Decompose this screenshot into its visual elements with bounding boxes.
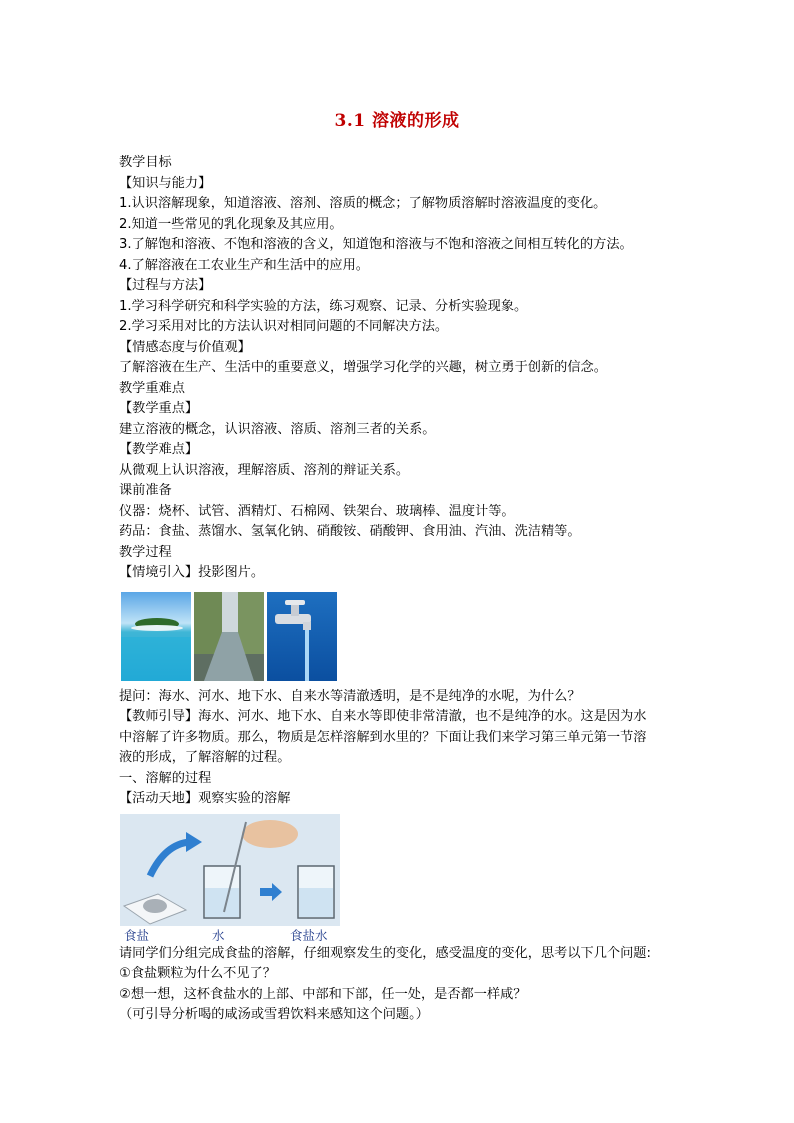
text-line: 3.了解饱和溶液、不饱和溶液的含义，知道饱和溶液与不饱和溶液之间相互转化的方法。 (119, 237, 633, 252)
text-line: 建立溶液的概念，认识溶液、溶质、溶剂三者的关系。 (119, 421, 436, 437)
dissolving-diagram (120, 814, 340, 942)
text-line: （可引导分析喝的咸汤或雪碧饮料来感知这个问题。） (119, 1007, 429, 1022)
text-line: 2.知道一些常见的乳化现象及其应用。 (119, 216, 343, 232)
text-line: 1.认识溶解现象，知道溶液、溶剂、溶质的概念；了解物质溶解时溶液温度的变化。 (119, 196, 607, 211)
sea-island-photo (121, 592, 191, 681)
text-line: 4.了解溶液在工农业生产和生活中的应用。 (119, 257, 369, 273)
text-line: 【教师引导】海水、河水、地下水、自来水等即使非常清澈，也不是纯净的水。这是因为水 (119, 709, 647, 724)
section-intro-discussion (119, 687, 679, 810)
text-line: 2.学习采用对比的方法认识对相同问题的不同解决方法。 (119, 319, 449, 334)
text-line: 【情境引入】投影图片。 (119, 565, 265, 580)
text-line: 教学过程 (119, 544, 172, 560)
label-salt: 食盐 (124, 927, 150, 943)
text-line: 教学目标 (119, 155, 172, 170)
faucet-photo (267, 592, 337, 681)
text-line: 从微观上认识溶液，理解溶质、溶剂的辩证关系。 (119, 462, 410, 478)
text-line: 【活动天地】观察实验的溶解 (119, 791, 291, 806)
text-line: 【知识与能力】 (119, 175, 212, 191)
text-line: 一、溶解的过程 (119, 770, 212, 786)
text-line: 课前准备 (119, 483, 172, 498)
text-line: 【教学难点】 (119, 442, 199, 457)
text-line: ①食盐颗粒为什么不见了？ (119, 966, 276, 981)
text-line: 1.学习科学研究和科学实验的方法，练习观察、记录、分析实验现象。 (119, 298, 528, 314)
text-line: 了解溶液在生产、生活中的重要意义，增强学习化学的兴趣，树立勇于创新的信念。 (119, 360, 607, 375)
text-line: 中溶解了许多物质。那么，物质是怎样溶解到水里的？下面让我们来学习第三单元第一节溶 (119, 729, 647, 745)
text-line: 【情感态度与价值观】 (119, 339, 251, 355)
section-questions (119, 944, 679, 1026)
photo-strip (121, 592, 679, 681)
label-salt-water: 食盐水 (290, 927, 328, 943)
text-line: 提问：海水、河水、地下水、自来水等清澈透明，是不是纯净的水呢，为什么？ (119, 688, 581, 704)
document-body (119, 153, 679, 1026)
text-line: 液的形成，了解溶解的过程。 (119, 750, 291, 765)
text-line: ②想一想，这杯食盐水的上部、中部和下部，任一处，是否都一样咸？ (119, 986, 527, 1002)
text-line: 【教学重点】 (119, 401, 199, 416)
label-water: 水 (212, 927, 225, 943)
text-line: 教学重难点 (119, 380, 185, 396)
text-line: 药品：食盐、蒸馏水、氢氧化钠、硝酸铵、硝酸钾、食用油、汽油、洗洁精等。 (119, 524, 581, 539)
section-objectives (119, 153, 679, 584)
river-photo (194, 592, 264, 681)
text-line: 仪器：烧杯、试管、酒精灯、石棉网、铁架台、玻璃棒、温度计等。 (119, 503, 515, 519)
text-line: 【过程与方法】 (119, 278, 212, 293)
diagram-labels (120, 926, 340, 944)
text-line: 请同学们分组完成食盐的溶解，仔细观察发生的变化，感受温度的变化，思考以下几个问题: (119, 945, 651, 961)
page-title: 3.1 溶液的形成 (334, 111, 460, 131)
